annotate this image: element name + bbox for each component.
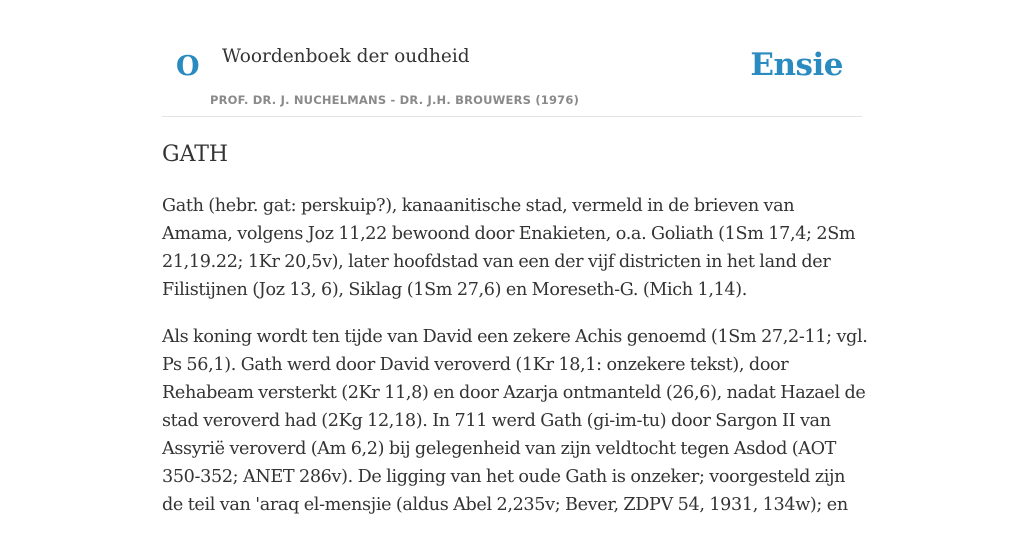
article-paragraph: Als koning wordt ten tijde van David een zekere Achis genoemd (1Sm 27,2-11; vgl. Ps 56,1). Gath werd door David veroverd (1Kr 18,1: onzekere tekst), door Rehabeam versterkt (2Kr 11,8) en door Azarja ontmanteld (26,6), nadat Hazael de stad veroverd had (2Kg 12,18). In 711 werd Gath (gi-im-tu) door Sargon II van Assyrië veroverd (Am 6,2) bij gelegenheid van zijn veldtocht tegen Asdod (AOT 350-352; ANET 286v). De ligging van het oude Gath is onzeker; voorgesteld zijn de teil van 'araq el-mensjie (aldus Abel 2,235v; Bever, ZDPV 54, 1931, 134w); en xyxy=(162,327,868,515)
book-header xyxy=(162,0,862,117)
article-paragraph: Gath (hebr. gat: perskuip?), kanaanitische stad, vermeld in de brieven van Amama, volgens Joz 11,22 bewoond door Enakieten, o.a. Goliath (1Sm 17,4; 2Sm 21,19.22; 1Kr 20,5v), later hoofdstad van een der vijf districten in het land der Filistijnen (Joz 13, 6), Siklag (1Sm 27,6) en Moreseth-G. (Mich 1,14). xyxy=(162,196,856,300)
article-title: GATH xyxy=(162,142,229,167)
book-title-link[interactable]: Woordenboek der oudheid xyxy=(222,46,470,67)
article-body xyxy=(162,192,868,538)
index-letter[interactable]: O xyxy=(176,51,200,82)
book-authors: PROF. DR. J. NUCHELMANS - DR. J.H. BROUWERS (1976) xyxy=(210,93,580,107)
ensie-logo[interactable]: Ensie xyxy=(750,47,843,83)
